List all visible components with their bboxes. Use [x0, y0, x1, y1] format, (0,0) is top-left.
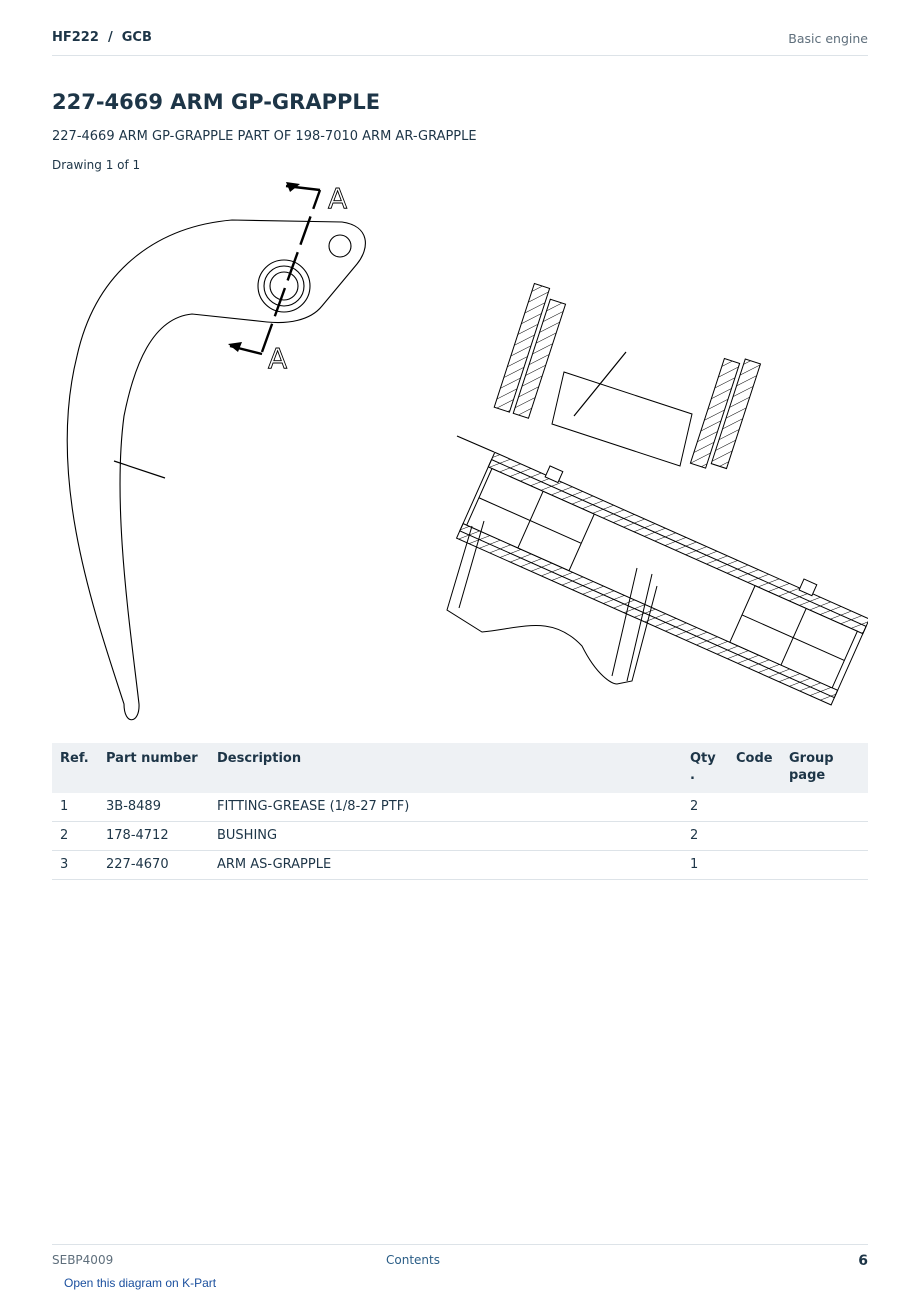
arm-outline	[67, 220, 365, 720]
col-code: Code	[728, 743, 781, 793]
leader-line-arm	[114, 461, 165, 478]
page-number: 6	[858, 1253, 868, 1269]
upper-block	[552, 372, 692, 466]
page-subtitle: 227-4669 ARM GP-GRAPPLE PART OF 198-7010 ARM AR-GRAPPLE	[52, 129, 477, 144]
cell-part-number: 3B-8489	[98, 793, 209, 822]
table-header-row	[52, 743, 868, 793]
col-part-number: Part number	[98, 743, 209, 793]
cell-description: BUSHING	[209, 822, 682, 851]
cell-part-number: 227-4670	[98, 851, 209, 880]
cell-description: ARM AS-GRAPPLE	[209, 851, 682, 880]
drawing-count: Drawing 1 of 1	[52, 158, 141, 172]
col-ref: Ref.	[52, 743, 98, 793]
table-row	[52, 822, 868, 851]
contents-link[interactable]: Contents	[386, 1253, 440, 1267]
page-header	[52, 28, 868, 56]
cell-qty: 1	[682, 851, 728, 880]
page-title: 227-4669 ARM GP-GRAPPLE	[52, 90, 381, 114]
cell-part-number: 178-4712	[98, 822, 209, 851]
section-view	[447, 284, 868, 705]
page-footer	[52, 1244, 868, 1275]
cell-group-page	[781, 822, 868, 851]
parts-diagram[interactable]	[52, 176, 868, 736]
col-group-page: Group page	[781, 743, 868, 793]
cell-ref: 2	[52, 822, 98, 851]
table-row	[52, 851, 868, 880]
pin-hole	[329, 235, 351, 257]
cell-qty: 2	[682, 822, 728, 851]
document-id: SEBP4009	[52, 1253, 114, 1267]
col-description: Description	[209, 743, 682, 793]
section-label-bottom: A	[268, 342, 288, 375]
cell-code	[728, 822, 781, 851]
table-row	[52, 793, 868, 822]
cell-group-page	[781, 851, 868, 880]
section-label-top: A	[328, 182, 348, 215]
col-qty: Qty .	[682, 743, 728, 793]
cell-code	[728, 793, 781, 822]
section-line	[230, 186, 320, 354]
cell-code	[728, 851, 781, 880]
bushing-outer	[258, 260, 310, 312]
section-name: Basic engine	[788, 31, 868, 46]
breadcrumb: HF222 / GCB	[52, 30, 152, 45]
leader-line-bushing	[457, 436, 494, 452]
cell-qty: 2	[682, 793, 728, 822]
arm-drawing	[67, 220, 365, 720]
bushing-inner	[270, 272, 298, 300]
kpart-link[interactable]: Open this diagram on K-Part	[64, 1276, 217, 1290]
cell-ref: 3	[52, 851, 98, 880]
cell-ref: 1	[52, 793, 98, 822]
parts-table	[52, 743, 868, 880]
cell-description: FITTING-GREASE (1/8-27 PTF)	[209, 793, 682, 822]
cell-group-page	[781, 793, 868, 822]
